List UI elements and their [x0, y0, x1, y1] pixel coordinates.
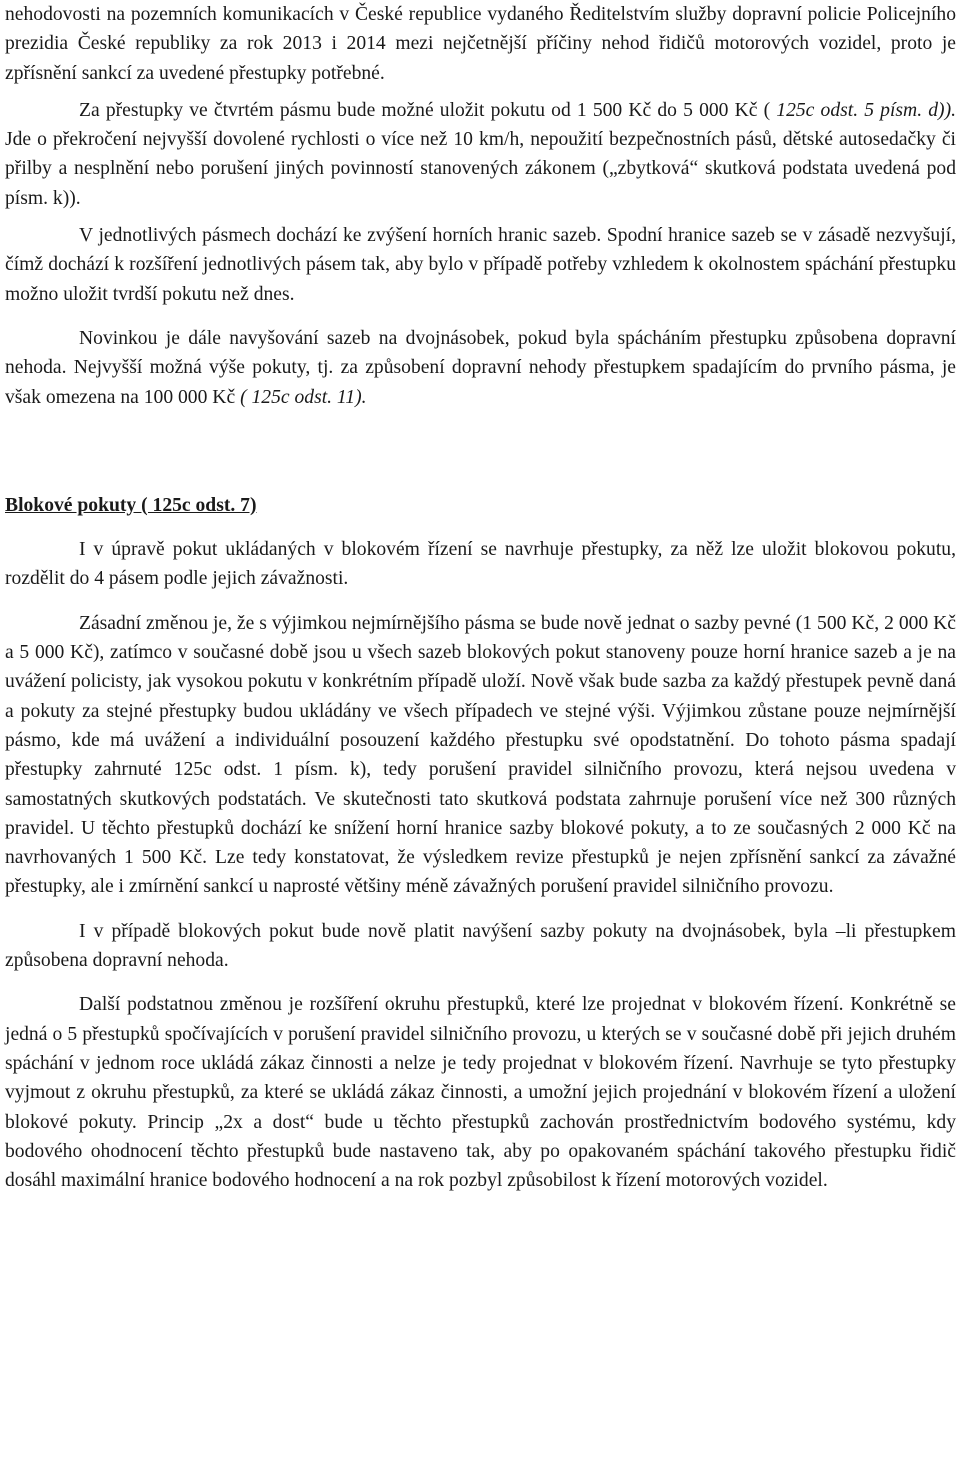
paragraph-block-fines-bands: [5, 535, 956, 594]
section-heading: [5, 491, 956, 520]
paragraph-double-rate: [5, 324, 956, 412]
paragraph-fixed-rates: [5, 609, 956, 902]
paragraph-text: nehodovosti na pozemních komunikacích v České republice vydaného Ředitelstvím služby dopravní policie Policejního prezidia České republiky za rok 2013 i 2014 mezi nejčetnější příčiny nehod řidičů motorových vozidel, proto je zpřísnění sankcí za uvedené přestupky potřebné.: [5, 4, 956, 84]
paragraph-fourth-band: [5, 96, 956, 213]
legal-reference: 125c odst. 5 písm. d)).: [770, 99, 956, 121]
paragraph-block-double-rate: [5, 917, 956, 976]
paragraph-text: Novinkou je dále navyšování sazeb na dvojnásobek, pokud byla spácháním přestupku způsobena dopravní nehoda. Nejvyšší možná výše pokuty, tj. za způsobení dopravní nehody přestupkem spadajícím do prvního pásma, je však omezena na 100 000 Kč: [5, 327, 956, 408]
paragraph-accident-statistics: [5, 0, 956, 88]
legal-reference: ( 125c odst. 11).: [240, 386, 367, 408]
paragraph-text: Zásadní změnou je, že s výjimkou nejmírnějšího pásma se bude nově jednat o sazby pevné (1 500 Kč, 2 000 Kč a 5 000 Kč), zatímco v současné době jsou u všech sazeb blokových pokut stanoveny pouze horní hranice sazeb a je na uvážení policisty, jak vysokou pokutu v konkrétním případě uloží. Nově však bude sazba za každý přestupek pevně daná a pokuty za stejné přestupky budou ukládány ve všech případech ve stejné výši. Výjimkou zůstane pouze nejmírnější pásmo, kde má uvážení a individuální posouzení každého přestupku své opodstatnění. Do tohoto pásma spadají přestupky zahrnuté 125c odst. 1 písm. k), tedy porušení pravidel silničního provozu, která nejsou uvedena v samostatných skutkových podstatách. Ve skutečnosti tato skutková podstata zahrnuje porušení více než 300 různých pravidel. U těchto přestupků dochází ke snížení horní hranice sazby blokové pokuty, a to ze současných 2 000 Kč na navrhovaných 1 500 Kč. Lze tedy konstatovat, že výsledkem revize přestupků je nejen zpřísnění sankcí za závažné přestupky, ale i zmírnění sankcí u naprosté většiny méně závažných porušení pravidel silničního provozu.: [5, 612, 956, 898]
paragraph-band-limits: [5, 221, 956, 309]
paragraph-text: I v případě blokových pokut bude nově platit navýšení sazby pokuty na dvojnásobek, byla –li přestupkem způsobena dopravní nehoda.: [5, 920, 956, 972]
paragraph-scope-extension: [5, 990, 956, 1195]
paragraph-text: Jde o překročení nejvyšší dovolené rychlosti o více než 10 km/h, nepoužití bezpečnostních pásů, dětské autosedačky či přilby a nesplnění nebo porušení jiných povinností stanovených zákonem („zbytková“ skutková podstata uvedená pod písm. k)).: [5, 129, 956, 209]
paragraph-text: V jednotlivých pásmech dochází ke zvýšení horních hranic sazeb. Spodní hranice sazeb se v zásadě nezvyšují, čímž dochází k rozšíření jednotlivých pásem tak, aby bylo v případě potřeby vzhledem k okolnostem spáchání přestupku možno uložit tvrdší pokutu než dnes.: [5, 225, 956, 305]
paragraph-text: I v úpravě pokut ukládaných v blokovém řízení se navrhuje přestupky, za něž lze uložit blokovou pokutu, rozdělit do 4 pásem podle jejich závažnosti.: [5, 539, 956, 590]
document-page: [5, 0, 956, 1195]
paragraph-text: Další podstatnou změnou je rozšíření okruhu přestupků, které lze projednat v blokovém řízení. Konkrétně se jedná o 5 přestupků spočívajících v porušení pravidel silničního provozu, u kterých se v současné době při jejich druhém spáchání v jednom roce ukládá zákaz činnosti a nelze je tedy projednat v blokovém řízení. Navrhuje se tyto přestupky vyjmout z okruhu přestupků, za které se ukládá zákaz činnosti, a umožní jejich projednání v blokovém řízení a uložení blokové pokuty. Princip „2x a dost“ bude u těchto přestupků zachován prostřednictvím bodového systému, kdy bodového ohodnocení těchto přestupků bude nastaveno tak, aby po opakovaném spáchání takového přestupku řidič dosáhl maximální hranice bodového hodnocení a na rok pozbyl způsobilost k řízení motorových vozidel.: [5, 994, 956, 1192]
heading-text: Blokové pokuty ( 125c odst. 7): [5, 494, 257, 516]
paragraph-text: Za přestupky ve čtvrtém pásmu bude možné uložit pokutu od 1 500 Kč do 5 000 Kč (: [79, 99, 771, 121]
